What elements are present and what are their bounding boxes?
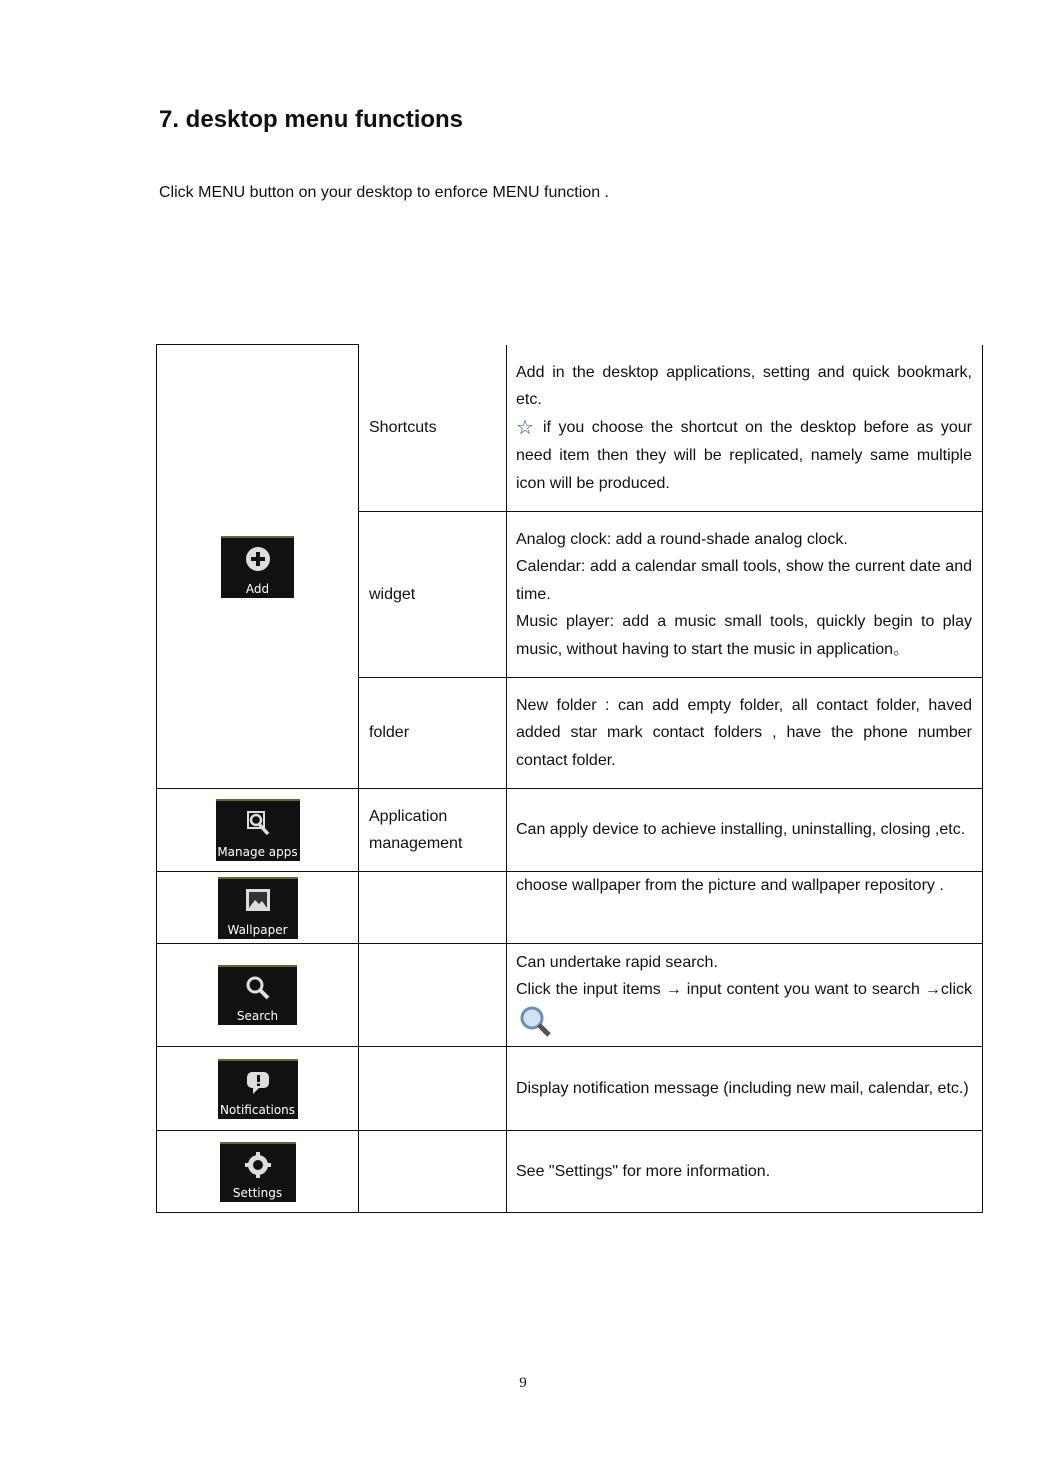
- application-management-label: [359, 789, 507, 872]
- picture-icon: [244, 887, 272, 913]
- search-tile-label: Search: [236, 1009, 279, 1023]
- settings-description: [507, 1131, 983, 1213]
- search-magnifier-icon: [518, 1004, 552, 1038]
- wallpaper-desc-text: choose wallpaper from the picture and wallpaper repository .: [516, 877, 944, 894]
- search-description: [507, 944, 983, 1047]
- table-row-settings: [157, 1131, 983, 1213]
- folder-description: [507, 678, 983, 789]
- notifications-tile-label: Notifications: [219, 1102, 296, 1117]
- add-tile-label: Add: [245, 581, 270, 596]
- wallpaper-tile-label: Wallpaper: [227, 922, 288, 937]
- wallpaper-tile: [218, 877, 298, 939]
- manage-apps-description: [507, 789, 983, 872]
- widget-label-text: widget: [369, 585, 416, 603]
- shortcuts-description: [507, 345, 983, 512]
- notifications-tile: [218, 1059, 298, 1119]
- notifications-icon-cell: [157, 1047, 359, 1131]
- settings-tile: [220, 1142, 296, 1202]
- settings-desc-text: See "Settings" for more information.: [516, 1162, 771, 1180]
- settings-icon-cell: [157, 1131, 359, 1213]
- search-icon-cell: [157, 944, 359, 1047]
- search-desc-line2-text: Click the input items → input content you want to search →click: [516, 981, 972, 999]
- shortcuts-label: [359, 345, 507, 512]
- star-icon: ☆: [516, 416, 537, 439]
- table-row-notifications: [157, 1047, 983, 1131]
- add-icon-cell: [157, 345, 359, 789]
- page-number: 9: [519, 1375, 527, 1391]
- notifications-desc-text: Display notification message (including new mail, calendar, etc.): [516, 1079, 969, 1097]
- widget-desc-line1: Analog clock: add a round-shade analog clock.: [516, 530, 848, 548]
- widget-desc-line2: Calendar: add a calendar small tools, show the current date and time.: [516, 558, 972, 603]
- search-label-empty: [359, 944, 507, 1047]
- shortcuts-label-text: Shortcuts: [369, 419, 437, 436]
- search-tile: [218, 965, 297, 1025]
- exclamation-bubble-icon: [245, 1069, 271, 1095]
- shortcuts-desc-line1: Add in the desktop applications, setting and quick bookmark, etc.: [516, 363, 972, 408]
- notifications-description: [507, 1047, 983, 1131]
- menu-functions-table: [156, 344, 983, 1213]
- folder-label: [359, 678, 507, 789]
- wallpaper-label-empty: [359, 872, 507, 944]
- shortcuts-desc-line2: [516, 414, 972, 498]
- table-row-shortcuts: [157, 345, 983, 512]
- widget-description: [507, 512, 983, 678]
- settings-label-empty: [359, 1131, 507, 1213]
- notifications-label-empty: [359, 1047, 507, 1131]
- wallpaper-icon-cell: [157, 872, 359, 944]
- folder-desc-text: New folder : can add empty folder, all contact folder, haved added star mark contact folders , have the phone number contact folder.: [516, 696, 972, 769]
- manage-apps-tile: [216, 799, 300, 861]
- search-desc-line1: Can undertake rapid search.: [516, 953, 718, 971]
- add-tile: [221, 536, 294, 598]
- wallpaper-description: [507, 872, 983, 944]
- manage-apps-desc-text: Can apply device to achieve installing, uninstalling, closing ,etc.: [516, 821, 966, 839]
- page-title: 7. desktop menu functions: [159, 106, 464, 133]
- intro-text: Click MENU button on your desktop to enforce MENU function .: [159, 184, 609, 201]
- application-management-label-text: Application management: [369, 807, 463, 852]
- magnifier-icon: [245, 975, 271, 1001]
- manage-apps-tile-label: Manage apps: [217, 845, 298, 859]
- gear-icon: [245, 1152, 271, 1178]
- plus-circle-icon: [245, 546, 271, 572]
- table-row-wallpaper: [157, 872, 983, 944]
- table-row-manage-apps: [157, 789, 983, 872]
- table-row-search: [157, 944, 983, 1047]
- shortcuts-note-text: if you choose the shortcut on the desktop before as your need item then they will be replicated, namely same multiple icon will be produced.: [516, 418, 972, 492]
- widget-label: [359, 512, 507, 678]
- wrench-magnifier-icon: [244, 809, 272, 837]
- settings-tile-label: Settings: [232, 1185, 283, 1200]
- search-desc-line2: [516, 976, 972, 1041]
- widget-desc-line3: Music player: add a music small tools, quickly begin to play music, without having to start the music in application。: [516, 613, 972, 658]
- manage-apps-icon-cell: [157, 789, 359, 872]
- folder-label-text: folder: [369, 724, 410, 742]
